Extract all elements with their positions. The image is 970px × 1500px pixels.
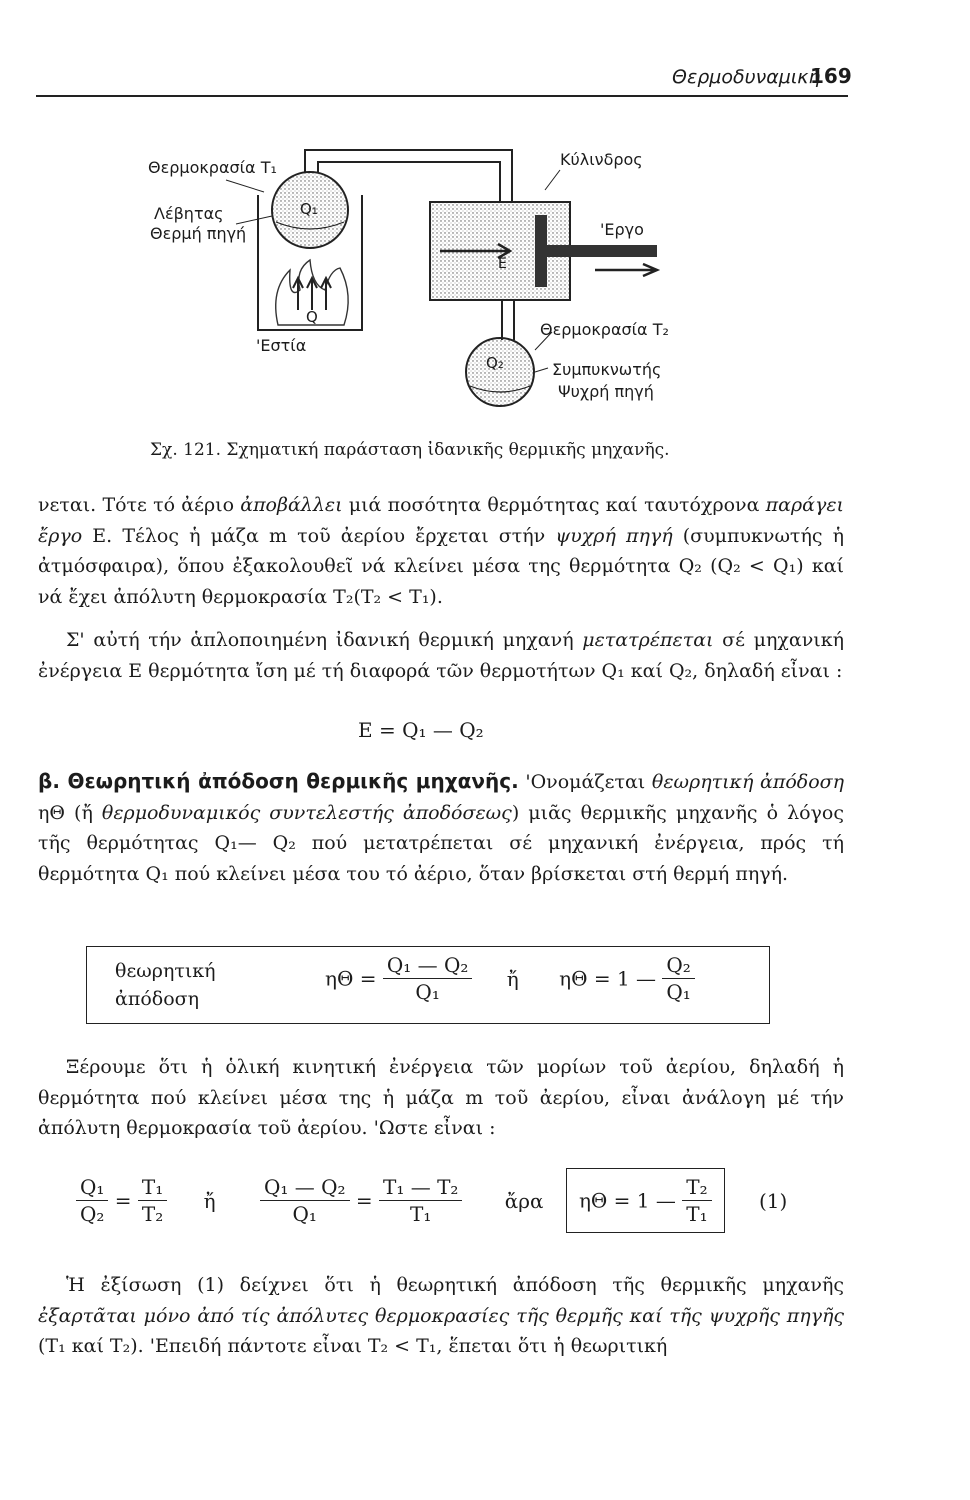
equals-sign: = [114,1188,132,1213]
fraction-denominator: Q₁ [415,980,440,1004]
label-q1: Q₁ [300,200,318,218]
paragraph-3 [38,766,844,889]
equation-number: (1) [758,1188,788,1213]
emphasis: παράγει ἔργο [38,494,844,547]
label-work: 'Εργο [600,220,644,239]
label-temp-t2: Θερμοκρασία T₂ [540,320,669,339]
piston-rod [547,245,657,257]
ratio-t-diff [379,1175,462,1226]
therefore-word: ἄρα [504,1188,544,1213]
emphasis: μετατρέπεται [582,629,714,651]
emphasis: ἀποβάλλει [240,494,343,516]
fraction-denominator: T₂ [141,1202,164,1226]
equals-sign: = [355,1188,373,1213]
text-run: 'Ονομάζεται [518,771,652,793]
fraction-numerator: T₁ [138,1175,167,1201]
or-word: ἤ [506,966,519,991]
label-e: E [498,256,507,272]
emphasis: θεωρητική ἀπόδοση [651,771,844,793]
text-run: μιά ποσότητα θερμότητας καί ταυτόχρονα [342,494,766,516]
label-hearth: 'Εστία [256,336,307,355]
label-q: Q [306,308,318,326]
final-efficiency-box [566,1168,725,1233]
heat-arrow-up-icon [293,278,303,310]
label-cylinder: Κύλινδρος [560,150,643,169]
fraction-denominator: T₁ [686,1202,708,1226]
label-temp-t1: Θερμοκρασία T₁ [148,158,277,177]
fraction-numerator: T₁ — T₂ [379,1175,462,1201]
ratio-t [138,1175,167,1226]
label-cold-source: Ψυχρή πηγή [558,382,654,401]
paragraph-2 [38,625,844,686]
text-run: Ἡ ἐξίσωση (1) δείχνει ὅτι ἡ θεωρητική ἀπόδοση τῆς θερμικῆς μηχανῆς [66,1274,844,1296]
text-run: Ξέρουμε ὅτι ἡ ὁλική κινητική ἐνέργεια τῶν μορίων τοῦ ἀερίου, δηλαδή ἡ θερμότητα πού κλείνει μέσα της ἡ μάζα m τοῦ ἀερίου, εἶναι ἀνάλογη μέ τήν ἀπόλυτη θερμοκρασία τοῦ ἀερίου. 'Ωστε εἶναι : [38,1056,844,1139]
ratio-equation-row [76,1168,856,1246]
paragraph-4 [38,1052,844,1144]
text-run: Σ' αὐτή τήν ἁπλοποιημένη ἰδανική θερμική μηχανή [66,629,583,651]
ratio-q [76,1175,108,1226]
text-run: σέ μηχανική ἐνέργεια E θερμότητα ἴση μέ τή διαφορά τῶν θερμοτήτων Q₁ καί Q₂, δηλαδή εἶναι : [38,629,844,682]
label-condenser: Συμπυκνωτής [552,360,662,379]
label-boiler: Λέβητας [154,204,224,223]
exhaust-pipe [502,300,514,340]
emphasis: θερμοδυναμικός συντελεστής ἀποδόσεως [101,801,512,824]
text-run: (συμπυκνωτής ἡ ἀτμόσφαιρα), ὅπου ἐξακολουθεῖ νά κλείνει μέσα της θερμότητα Q₂ (Q₂ < Q₁) καί νά ἔχει ἀπόλυτη θερμοκρασία T₂(T₂ < T₁). [38,524,844,608]
fraction-denominator: T₁ [410,1202,432,1226]
page-header [0,0,970,100]
equation-work: E = Q₁ — Q₂ [358,718,484,742]
ratio-t2-t1 [682,1175,711,1226]
eta-symbol: ηΘ = 1 — [578,1188,676,1213]
efficiency-fraction-1 [383,953,473,1004]
fraction-numerator: Q₁ [76,1175,108,1201]
fraction-denominator: Q₂ [80,1202,105,1226]
text-run: E. Τέλος ἡ μάζα m τοῦ ἀερίου ἔρχεται στήν [82,524,556,547]
fraction-numerator: Q₁ — Q₂ [260,1175,350,1201]
fraction-denominator: Q₁ [292,1202,317,1226]
fraction-denominator: Q₁ [666,980,691,1004]
section-heading: β. Θεωρητική ἀπόδοση θερμικῆς μηχανῆς. [38,769,519,793]
ratio-q-diff [260,1175,350,1226]
label-hot-source: Θερμή πηγή [150,224,247,243]
paragraph-1 [38,490,844,612]
text-run: ) μιᾶς θερμικῆς μηχανῆς ὁ λόγος τῆς θερμότητας Q₁— Q₂ πού μετατρέπεται σέ μηχανική ἐνέργεια, πρός τή θερμότητα Q₁ πού κλείνει μέσα του τό ἀέριο, ὅταν βρίσκεται στή θερμή πηγή. [38,801,844,885]
or-word: ἤ [203,1188,216,1213]
box-label-line-2: ἀπόδοση [115,988,199,1010]
label-q2: Q₂ [486,354,504,372]
heat-engine-figure [140,140,740,435]
work-arrow-icon [595,264,657,276]
eta-symbol: ηΘ = [325,966,377,991]
box-label-line-1: θεωρητική [115,960,216,982]
header-rule [36,95,848,97]
eta-symbol-2: ηΘ = 1 — [559,966,657,991]
text-run: (T₁ καί T₂). 'Επειδή πάντοτε εἶναι T₂ < T₁, ἕπεται ὅτι ἡ θεωριτική [38,1335,668,1357]
fraction-numerator: Q₂ [662,953,694,979]
paragraph-5 [38,1270,844,1362]
figure-caption: Σχ. 121. Σχηματική παράσταση ἰδανικῆς θερμικῆς μηχανῆς. [150,440,670,460]
fraction-numerator: T₂ [682,1175,711,1201]
efficiency-definition-box [86,946,770,1024]
piston [535,215,547,287]
running-title: Θερμοδυναμική [672,66,821,88]
text-run: ηΘ (ἤ [38,801,102,824]
emphasis: ψυχρή πηγή [555,524,673,547]
text-run: νεται. Τότε τό ἀέριο [38,494,241,516]
fraction-numerator: Q₁ — Q₂ [383,953,473,979]
condenser-flask [466,338,534,406]
page-number: 169 [810,64,852,88]
efficiency-fraction-2 [662,953,694,1004]
emphasis: ἐξαρτᾶται μόνο ἀπό τίς ἀπόλυτες θερμοκρασίες τῆς θερμῆς καί τῆς ψυχρῆς πηγῆς [38,1304,844,1327]
